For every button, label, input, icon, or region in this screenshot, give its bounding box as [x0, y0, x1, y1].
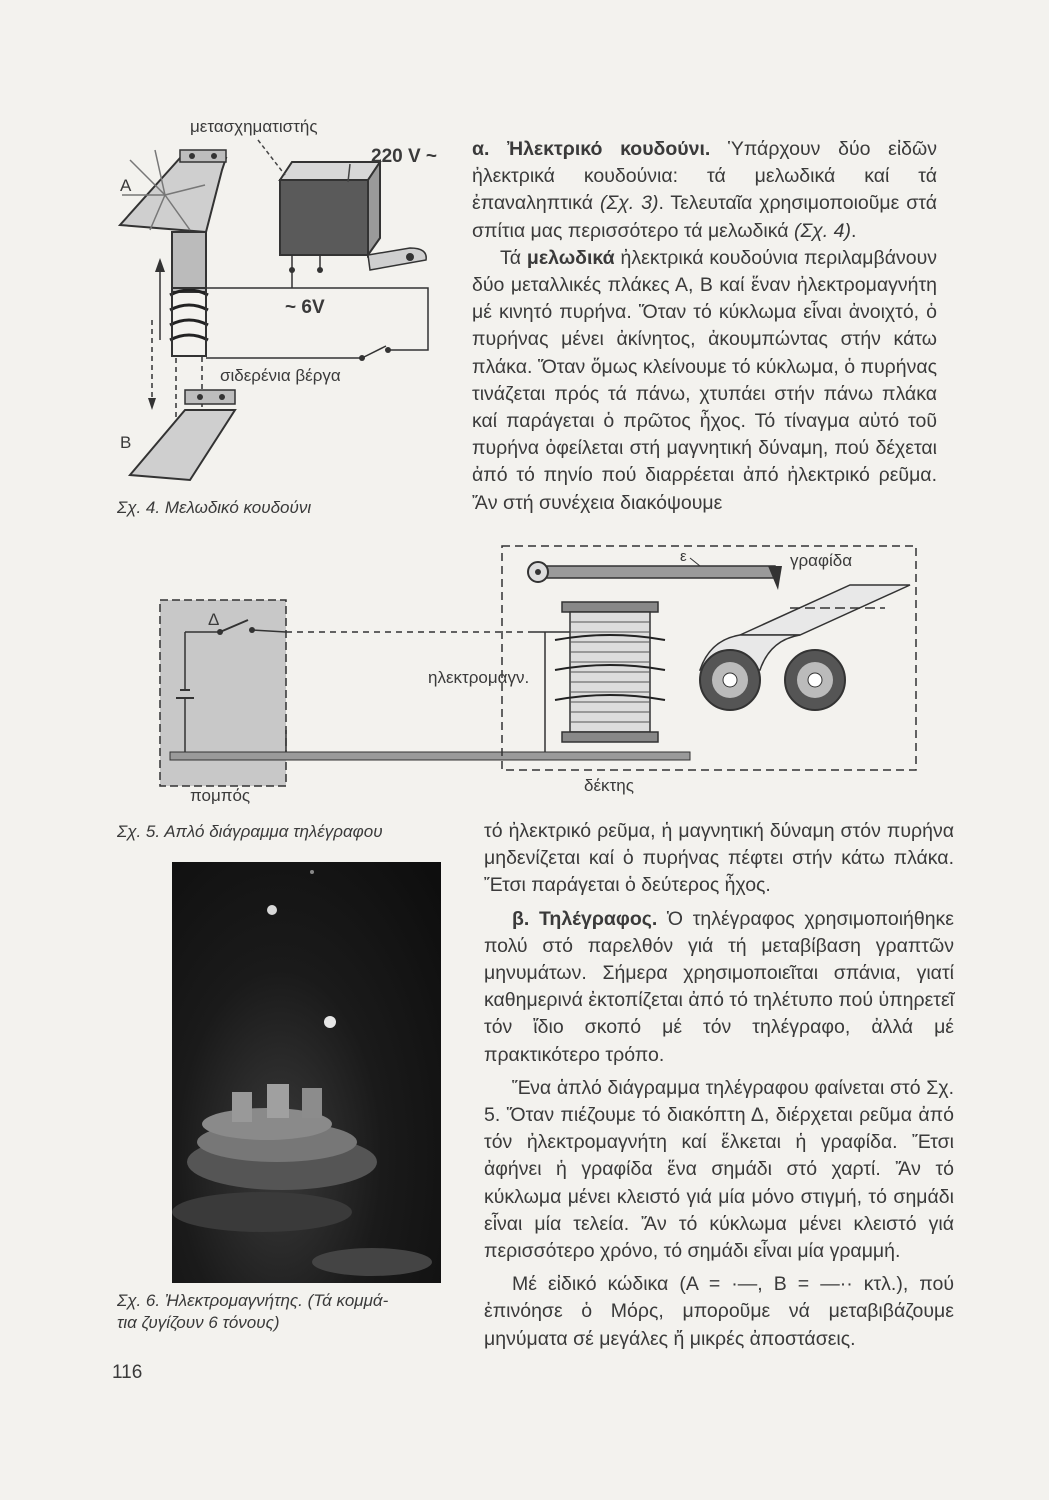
label-transmitter: πομπός	[190, 786, 251, 805]
photo-content	[172, 862, 441, 1283]
label-plate-a: A	[120, 176, 132, 195]
label-epsilon: ε	[680, 548, 687, 565]
text-column-bottom: τό ἠλεκτρικό ρεῦμα, ἡ μαγνητική δύναμη στόν πυρήνα μηδενίζεται καί ὁ πυρήνας πέφτει στήν κάτω πλάκα. Ἔτσι παράγεται ὁ δεύτερος ἦχος. β. Τηλέγραφος. Ὁ τηλέγραφος χρησιμοποιήθηκε πολύ στό παρελθόν γιά τή μεταβίβαση γραπτῶν μηνυμάτων. Σήμερα χρησιμοποιεῖται σπάνια, γιατί καθημερινά ἐκτοπίζεται ἀπό τό τηλέτυπο πού ὑπηρετεῖ τόν ἴδιο σκοπό μέ τόν τηλέγραφο, ἀλλά μέ πρακτικότερο τρόπο. Ἕνα ἁπλό διάγραμμα τηλέγραφου φαίνεται στό Σχ. 5. Ὅταν πιέζουμε τό διακόπτη Δ, διέρχεται ρεῦμα ἀπό τόν ἠλεκτρομαγνήτη καί ἕλκεται ἡ γραφίδα. Ἔτσι ἀφήνει ἡ γραφίδα ἕνα σημάδι στό χαρτί. Ἄν τό κύκλωμα μένει κλειστό γιά μία μόνο στιγμή, τό σημάδι εἶναι μία τελεία. Ἄν τό κύκλωμα μένει κλειστό γιά περισσότερο χρόνο, τό σημάδι εἶναι μία γραμμή. Μέ εἰδικό κώδικα (Α = ·—, Β = —·· κτλ.), πού ἐπινόησε ὁ Μόρς, μποροῦμε νά μεταβιβάζουμε μηνύματα σέ μεγάλες ἤ μικρές ἀποστάσεις.	[484, 820, 954, 1350]
figure-5-caption: Σχ. 5. Απλό διάγραμμα τηλέγραφου	[117, 822, 383, 841]
heading-telegraph: β. Τηλέγραφος.	[512, 907, 658, 930]
label-plate-b: B	[120, 433, 132, 452]
label-iron-rod: σιδερένια βέργα	[220, 366, 341, 385]
figure-6-caption-line1: Σχ. 6. Ἠλεκτρομαγνήτης. (Τά κομμά-	[117, 1291, 389, 1310]
label-pen: γραφίδα	[790, 551, 853, 570]
heading-electric-bell: α. Ἠλεκτρικό κουδούνι.	[472, 138, 711, 160]
label-6v: ~ 6V	[285, 297, 325, 318]
label-receiver: δέκτης	[584, 776, 634, 795]
electromagnet-photo	[172, 862, 441, 1283]
label-transformer: μετασχηματιστής	[190, 117, 318, 136]
figure-4-caption: Σχ. 4. Μελωδικό κουδούνι	[117, 498, 312, 517]
label-switch-delta: Δ	[208, 610, 220, 629]
figure-5-diagram	[150, 540, 930, 800]
figure-6-caption-line2: τια ζυγίζουν 6 τόνους)	[117, 1313, 280, 1332]
label-220v: 220 V ~	[371, 146, 438, 167]
figure-4-diagram	[110, 120, 470, 520]
text-column-top: α. Ἠλεκτρικό κουδούνι. Ὑπάρχουν δύο εἰδῶν ἠλεκτρικά κουδούνια: τά μελωδικά καί τά ἐπαναληπτικά (Σχ. 3). Τελευταῖα χρησιμοποιοῦμε στά σπίτια μας περισσότερο τά μελωδικά (Σχ. 4). Τά μελωδικά ἠλεκτρικά κουδούνια περιλαμβάνουν δύο μεταλλικές πλάκες Α, Β καί ἕναν ἠλεκτρομαγνήτη μέ κινητό πυρήνα. Ὅταν τό κύκλωμα εἶναι ἀνοιχτό, ὁ πυρήνας μένει ἀκίνητος, ἀκουμπώντας στήν κάτω πλάκα. Ὅταν ὅμως κλείνουμε τό κύκλωμα, ὁ πυρήνας τινάζεται πρός τά πάνω, χτυπάει στήν πάνω πλάκα καί παράγεται ὁ πρῶτος ἦχος. Τό τίναγμα αὐτό τοῦ πυρήνα ὀφείλεται στή μαγνητική δύναμη, πού δέχεται ἀπό τό πηνίο πού διαρρέεται ἀπό ἠλεκτρικό ρεῦμα. Ἄν στή συνέχεια διακόψουμε	[472, 138, 937, 514]
label-electromagnet: ηλεκτρομαγν.	[428, 668, 530, 687]
page-number: 116	[112, 1362, 143, 1383]
